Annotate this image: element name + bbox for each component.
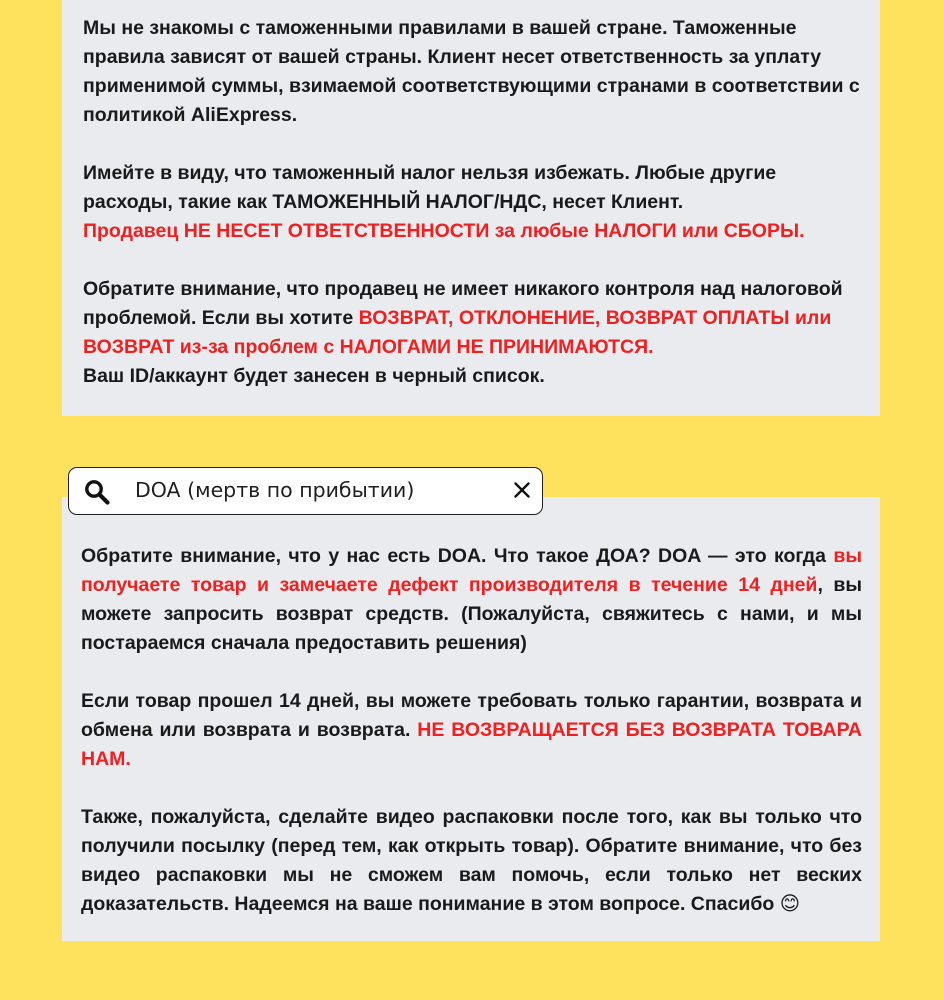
doa-paragraph-1 xyxy=(81,542,862,658)
doa-paragraph-3: Также, пожалуйста, сделайте видео распаковки после того, как вы только что получили посылку (перед тем, как открыть товар). Обратите внимание, что без видео распаковки мы не сможем вам помочь, если только нет веских доказательств. Надеемся на ваше понимание в этом вопросе. Спасибо 😊 xyxy=(81,806,862,915)
doa-intro-text: Обратите внимание, что у нас есть DOA. Что такое ДОА? DOA — это когда xyxy=(81,545,834,567)
search-bar[interactable] xyxy=(68,467,543,515)
customs-paragraph-1: Мы не знакомы с таможенными правилами в вашей стране. Таможенные правила зависят от вашей страны. Клиент несет ответственность за уплату применимой суммы, взимаемой соответствующими странами в соответствии с политикой AliExpress. xyxy=(83,17,860,126)
returns-not-accepted-warning: ВОЗВРАТ, ОТКЛОНЕНИЕ, ВОЗВРАТ ОПЛАТЫ или ВОЗВРАТ из-за проблем с НАЛОГАМИ НЕ ПРИНИМАЮТСЯ. xyxy=(83,307,832,358)
doa-refund-text: , вы можете запросить возврат средств. (Пожалуйста, свяжитесь с нами, и мы постараемся сначала предоставить решения) xyxy=(81,574,862,654)
doa-paragraph-2 xyxy=(81,687,862,774)
blacklist-text: Ваш ID/аккаунт будет занесен в черный список. xyxy=(83,365,545,387)
customs-tax-text: Имейте в виду, что таможенный налог нельзя избежать. Любые другие расходы, такие как ТАМОЖЕННЫЙ НАЛОГ/НДС, несет Клиент. xyxy=(83,162,777,213)
warranty-text: Если товар прошел 14 дней, вы можете требовать только гарантии, возврата и обмена или возврата и возврата. xyxy=(81,690,862,741)
customs-paragraph-2 xyxy=(83,159,862,246)
search-query-text[interactable]: DOA (мертв по прибытии) xyxy=(135,478,415,502)
seller-not-responsible-warning: Продавец НЕ НЕСЕТ ОТВЕТСТВЕННОСТИ за любые НАЛОГИ или СБОРЫ. xyxy=(83,220,805,242)
doa-defect-highlight: вы получаете товар и замечаете дефект производителя в течение 14 дней xyxy=(81,545,862,596)
doa-policy-panel xyxy=(62,497,880,941)
customs-notice-panel xyxy=(62,0,880,416)
tax-control-text: Обратите внимание, что продавец не имеет никакого контроля над налоговой проблемой. Если вы хотите xyxy=(83,278,843,329)
customs-paragraph-3 xyxy=(83,275,862,391)
no-return-warning: НЕ ВОЗВРАЩАЕТСЯ БЕЗ ВОЗВРАТА ТОВАРА НАМ. xyxy=(81,719,862,770)
close-icon[interactable] xyxy=(512,480,532,500)
search-icon xyxy=(83,478,111,506)
